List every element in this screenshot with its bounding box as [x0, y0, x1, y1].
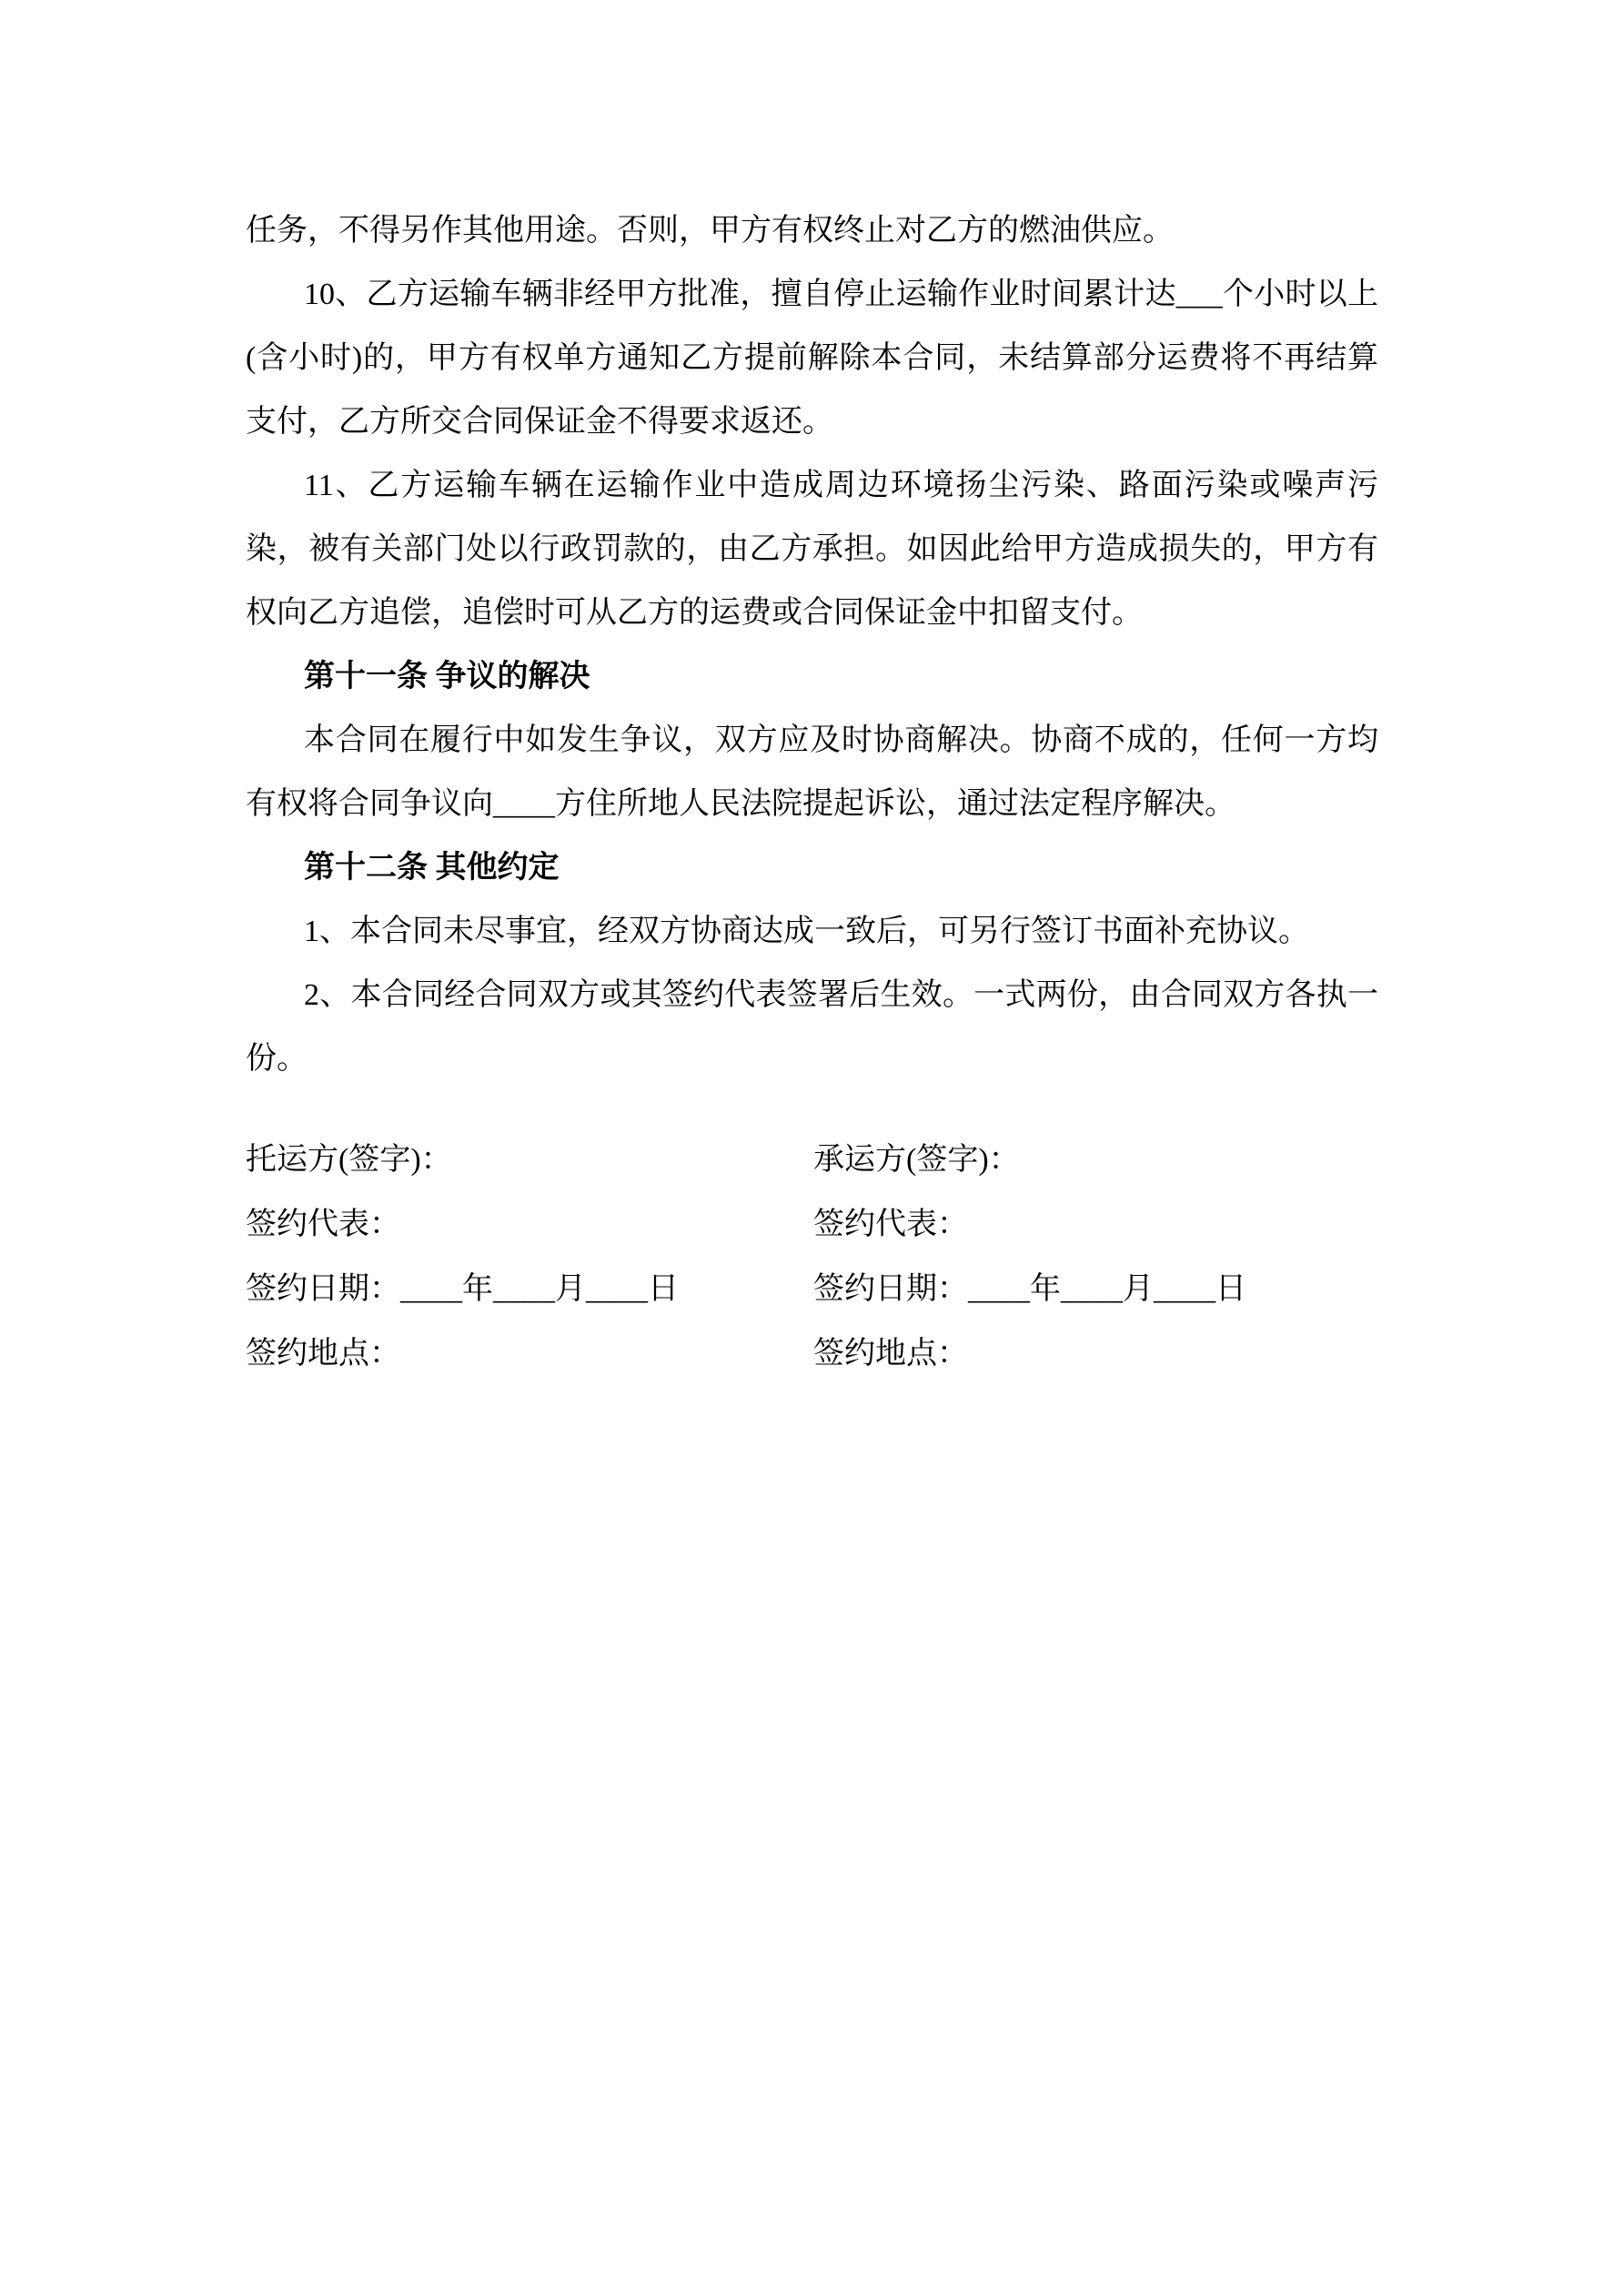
shipper-signing-date-label: 签约日期：____年____月____日	[246, 1272, 679, 1306]
carrier-representative-label: 签约代表：	[813, 1208, 968, 1241]
signature-section	[246, 1128, 1378, 1386]
carrier-signing-place-label: 签约地点：	[813, 1337, 968, 1371]
carrier-party-label: 承运方(签字)：	[813, 1143, 1020, 1177]
clause-11-paragraph: 11、乙方运输车辆在运输作业中造成周边环境扬尘污染、路面污染或噪声污染，被有关部门处以行政罚款的，由乙方承担。如因此给甲方造成损失的，甲方有权向乙方追偿，追偿时可从乙方的运费或合同保证金中扣留支付。	[246, 469, 1378, 630]
other-agreement-item-1: 1、本合同未尽事宜，经双方协商达成一致后，可另行签订书面补充协议。	[304, 915, 1309, 948]
article-11-heading: 第十一条 争议的解决	[304, 660, 590, 693]
shipper-party-label: 托运方(签字)：	[246, 1143, 452, 1177]
dispute-resolution-paragraph: 本合同在履行中如发生争议，双方应及时协商解决。协商不成的，任何一方均有权将合同争议向____方住所地人民法院提起诉讼，通过法定程序解决。	[246, 723, 1378, 821]
other-agreement-item-2: 2、本合同经合同双方或其签约代表签署后生效。一式两份，由合同双方各执一份。	[246, 978, 1378, 1076]
article-12-heading: 第十二条 其他约定	[304, 851, 560, 885]
clause-10-paragraph: 10、乙方运输车辆非经甲方批准，擅自停止运输作业时间累计达___个小时以上(含小时)的，甲方有权单方通知乙方提前解除本合同，未结算部分运费将不再结算支付，乙方所交合同保证金不得要求返还。	[246, 278, 1378, 439]
carrier-signing-date-label: 签约日期：____年____月____日	[813, 1272, 1246, 1306]
paragraph-continuation-fuel-supply: 任务，不得另作其他用途。否则，甲方有权终止对乙方的燃油供应。	[246, 214, 1174, 248]
shipper-signing-place-label: 签约地点：	[246, 1337, 400, 1371]
shipper-representative-label: 签约代表：	[246, 1208, 400, 1241]
